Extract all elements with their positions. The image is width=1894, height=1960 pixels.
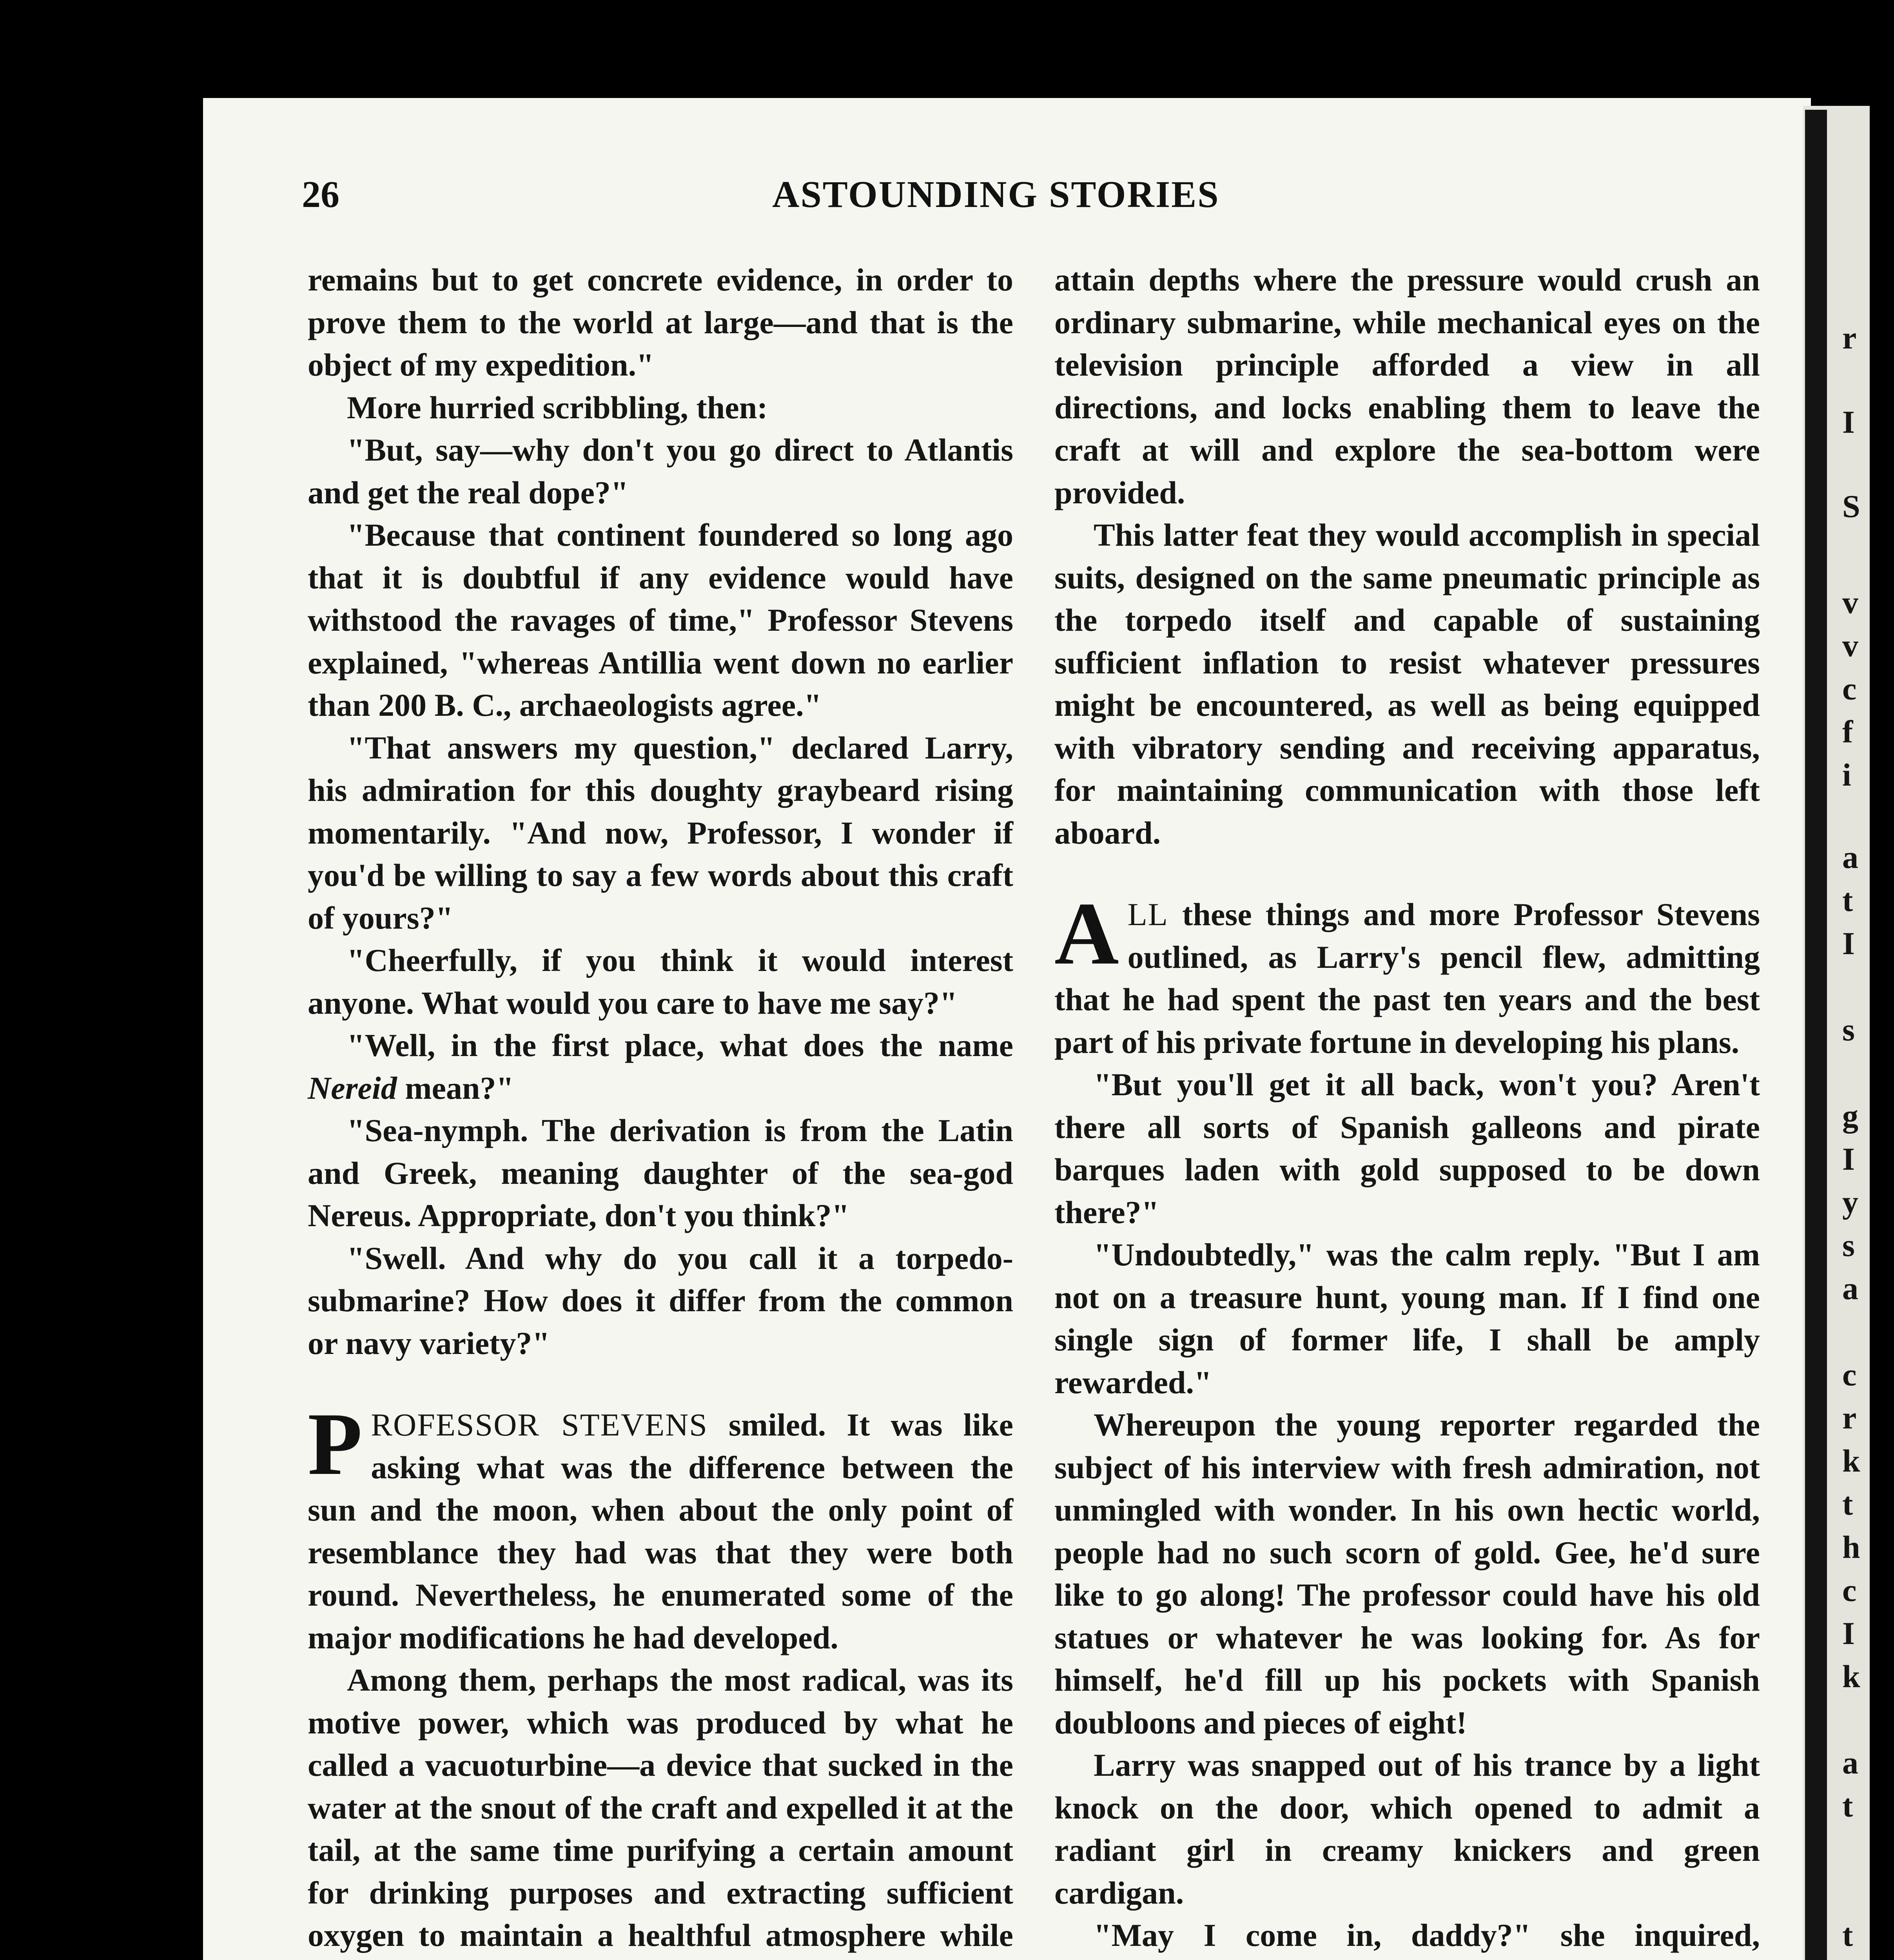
paragraph: Whereupon the young reporter regarded the subject of his interview with fresh admiration, not unmingled with wonder. In his own hectic world, people had no such scorn of gold. Gee, he'd sure like to go along! The professor could have his old statues or whatever he was looking for. As for himself, he'd fill up his pockets with Spanish doubloons and pieces of eight! (1054, 1407, 1760, 1740)
facing-page-letter: t (1842, 1917, 1853, 1953)
paragraph: Larry was snapped out of his trance by a light knock on the door, which opened to admit a radiant girl in creamy knickers and green cardigan. (1054, 1747, 1760, 1911)
paragraph: Among them, perhaps the most radical, was its motive power, which was produced by what he called a vacuoturbine—a device that sucked in the water at the snout of the craft and expelled it at the tail, at the same time purifying a certain amount for drinking purposes and extracting sufficient oxygen to maintain a healthful atmosphere while (308, 1662, 1013, 1953)
paragraph (308, 1024, 1013, 1109)
facing-page-letter: s (1842, 1012, 1855, 1047)
drop-cap: A (1054, 884, 1119, 983)
facing-page-fragments (1842, 235, 1866, 1960)
facing-page-letter: s (1842, 1227, 1855, 1263)
paragraph: "Cheerfully, if you think it would interest anyone. What would you care to have me say?" (308, 942, 1013, 1021)
paragraph: "May I come in, daddy?" she inquired, (1094, 1917, 1760, 1953)
paragraph (308, 1395, 1013, 1659)
facing-page-letter: I (1842, 926, 1855, 961)
facing-page-letter: c (1842, 1572, 1857, 1608)
facing-page-letter: r (1842, 320, 1857, 356)
facing-page-letter: g (1842, 1098, 1858, 1134)
paragraph: More hurried scribbling, then: (347, 389, 768, 425)
facing-page-letter: a (1842, 839, 1858, 875)
section-break (1054, 854, 1760, 893)
facing-page-letter: v (1842, 584, 1858, 620)
facing-page-letter: I (1842, 1141, 1855, 1177)
paragraph: attain depths where the pressure would crush an ordinary submarine, while mechanical eyes on the television principle afforded a view in all directions, and locks enabling them to leave the craft at will and explore the sea-bottom were provided. (1054, 262, 1760, 510)
paragraph: "Undoubtedly," was the calm reply. "But I am not on a treasure hunt, young man. If I find one single sign of former life, I shall be amply rewarded." (1054, 1237, 1760, 1400)
facing-page-letter: k (1842, 1443, 1860, 1479)
binding-shadow (1805, 110, 1827, 1960)
facing-page-letter: v (1842, 628, 1858, 663)
paragraph: "But you'll get it all back, won't you? Aren't there all sorts of Spanish galleons and pirate barques laden with gold supposed to be down there?" (1054, 1067, 1760, 1230)
paragraph: "Swell. And why do you call it a torpedo-submarine? How does it differ from the common or navy variety?" (308, 1240, 1013, 1361)
text-run: these things and more Professor Stevens outlined, as Larry's pencil flew, admitting that he had spent the past ten years and the best part of his private fortune in developing his plans. (1054, 897, 1760, 1060)
text-run: smiled. It was like asking what was the difference between the sun and the moon, when about the only point of resemblance they had was that they were both round. Nevertheless, he enumerated some of the major modifications he had developed. (308, 1407, 1013, 1655)
facing-page-letter: t (1842, 1788, 1853, 1824)
small-caps-lead: LL (1127, 897, 1168, 932)
text-run: "Well, in the first place, what does the name (347, 1027, 1013, 1063)
facing-page-letter: r (1842, 1400, 1857, 1436)
facing-page-letter: t (1842, 1486, 1853, 1522)
right-column (1054, 259, 1760, 1960)
page-number: 26 (302, 173, 339, 215)
paragraph (1054, 884, 1760, 1063)
small-caps-lead: ROFESSOR STEVENS (371, 1407, 708, 1443)
section-break (308, 1365, 1013, 1404)
facing-page-letter: c (1842, 1357, 1857, 1392)
facing-page-letter: i (1842, 757, 1851, 793)
running-title: ASTOUNDING STORIES (772, 173, 1220, 215)
paragraph: remains but to get concrete evidence, in order to prove them to the world at large—and that is the object of my expedition." (308, 262, 1013, 383)
facing-page-letter: a (1842, 1745, 1858, 1780)
facing-page-letter: k (1842, 1659, 1860, 1694)
text-run: mean?" (397, 1070, 514, 1106)
drop-cap: P (308, 1395, 363, 1494)
facing-page-letter: I (1842, 404, 1855, 440)
facing-page-letter: c (1842, 671, 1857, 706)
paragraph: "That answers my question," declared Larry, his admiration for this doughty graybeard rising momentarily. "And now, Professor, I wonder if you'd be willing to say a few words about this craft of yours?" (308, 730, 1013, 936)
paragraph: "Sea-nymph. The derivation is from the Latin and Greek, meaning daughter of the sea-god Nereus. Appropriate, don't you think?" (308, 1112, 1013, 1233)
italic-term: Nereid (308, 1070, 397, 1106)
paragraph: "Because that continent foundered so long ago that it is doubtful if any evidence would have withstood the ravages of time," Professor Stevens explained, "whereas Antillia went down no earlier than 200 B. C., archaeologists agree." (308, 517, 1013, 723)
left-column (308, 259, 1013, 1960)
facing-page-letter: S (1842, 488, 1860, 524)
facing-page-letter: y (1842, 1184, 1858, 1220)
facing-page-letter: I (1842, 1615, 1855, 1651)
paragraph: "But, say—why don't you go direct to Atlantis and get the real dope?" (308, 432, 1013, 510)
facing-page-letter: f (1842, 714, 1853, 750)
paragraph: This latter feat they would accomplish in special suits, designed on the same pneumatic principle as the torpedo itself and capable of sustaining sufficient inflation to resist whatever pressures might be encountered, as well as being equipped with vibratory sending and receiving apparatus, for maintaining communication with those left aboard. (1054, 517, 1760, 851)
facing-page-letter: a (1842, 1270, 1858, 1306)
facing-page-letter: t (1842, 882, 1853, 918)
page-header (302, 172, 1776, 223)
facing-page-letter: h (1842, 1529, 1860, 1565)
